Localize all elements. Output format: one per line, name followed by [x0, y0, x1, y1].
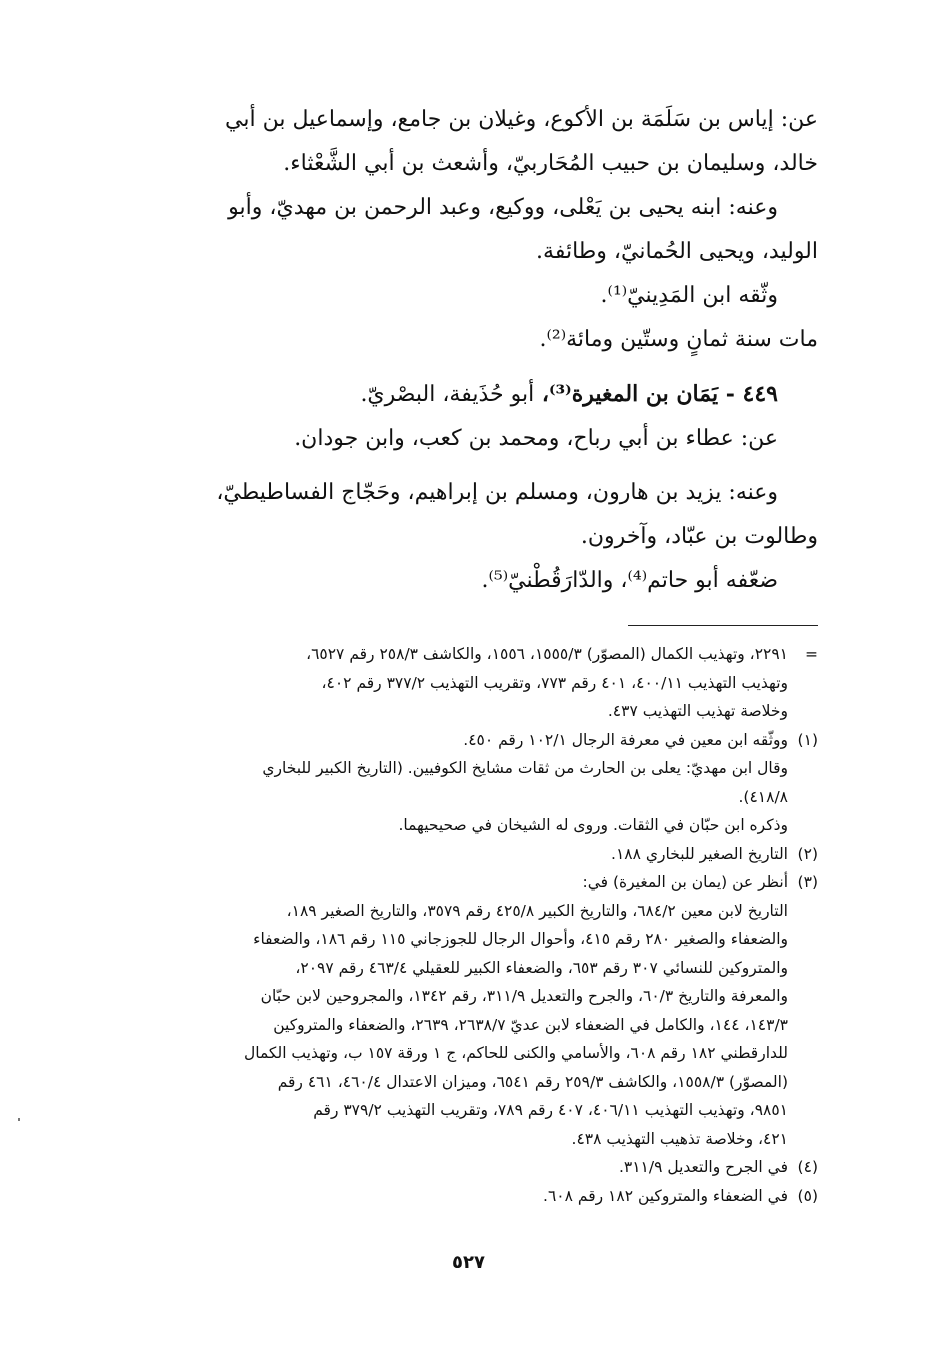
entry-heading — [118, 372, 818, 417]
footnote-line: وتهذيب التهذيب ٤٠٠/١١، ٤٠١ رقم ٧٧٣، وتقريب التهذيب ٣٧٧/٢ رقم ٤٠٢، — [321, 673, 788, 692]
scan-speck — [18, 1118, 20, 1121]
footnote-marker: = — [805, 645, 818, 663]
footnote-number: (١) — [797, 730, 818, 749]
page-content — [118, 98, 818, 1210]
entry-number: ٤٤٩ - — [725, 381, 778, 407]
footnote-separator — [628, 625, 818, 626]
footnote-line: ١٤٣/٣، ١٤٤، والكامل في الضعفاء لابن عديّ ٢٦٣٨/٧، ٢٦٣٩، والضعفاء والمتروكين — [273, 1015, 788, 1034]
paragraph-narrators-to-2 — [118, 471, 818, 559]
paragraph-tadeef: ضعّفه أبو حاتم⁽⁴⁾، والدّارَقُطْنيّ⁽⁵⁾. — [481, 568, 778, 593]
footnote-line: والمتروكين للنسائي ٣٠٧ رقم ٦٥٣، والضعفاء الكبير للعقيلي ٤٦٣/٤ رقم ٢٠٩٧، — [295, 958, 788, 977]
entry-name: يَمَان بن المغيرة⁽³⁾، — [541, 381, 719, 407]
text-line: وطالوت بن عبّاد، وآخرون. — [580, 524, 818, 549]
footnote-line: وخلاصة تهذيب التهذيب ٤٣٧. — [607, 702, 788, 720]
footnote-line: والضعفاء والصغير ٢٨٠ رقم ٤١٥، وأحوال الرجال للجوزجاني ١١٥ رقم ١٨٦، والضعفاء — [253, 930, 788, 948]
footnote-number: (٢) — [797, 844, 818, 863]
footnote-number: (٥) — [797, 1186, 818, 1205]
footnote-line: ٤٢١، وخلاصة تذهيب التهذيب ٤٣٨. — [571, 1129, 788, 1148]
paragraph-narrators-from — [118, 98, 818, 186]
paragraph-death-year: مات سنة ثمانٍ وستّين ومائة⁽²⁾. — [539, 327, 818, 352]
footnote-number: (٤) — [797, 1158, 818, 1176]
footnote-3 — [118, 868, 818, 1153]
footnotes — [118, 640, 818, 1210]
text-line: الوليد، ويحيى الحُمانيّ، وطائفة. — [536, 239, 818, 264]
text-line: وعنه: يزيد بن هارون، ومسلم بن إبراهيم، وحَجّاج الفساطيطيّ، — [216, 480, 778, 505]
footnote-line: التاريخ الصغير للبخاري ١٨٨. — [611, 844, 788, 863]
paragraph-narrators-from-2: عن: عطاء بن أبي رباح، ومحمد بن كعب، وابن جودان. — [294, 426, 778, 451]
footnote-number: (٣) — [797, 873, 818, 891]
footnote-4 — [118, 1153, 818, 1182]
page-number: ٥٢٧ — [452, 1252, 485, 1273]
paragraph-narrators-to — [118, 186, 818, 274]
main-text — [118, 98, 818, 603]
footnote-line: أنظر عن (يمان بن المغيرة) في: — [582, 873, 788, 891]
footnote-line: ووثّقه ابن معين في معرفة الرجال ١٠٢/١ رقم ٤٥٠. — [463, 730, 788, 749]
footnote-line: وقال ابن مهديّ: يعلى بن الحارث من ثقات مشايخ الكوفيين. (التاريخ الكبير للبخاري — [262, 759, 788, 777]
footnote-line: (المصوّر) ١٥٥٨/٣، والكاشف ٢٥٩/٣ رقم ٦٥٤١، وميزان الاعتدال ٤٦٠/٤، ٤٦١ رقم — [277, 1072, 788, 1091]
footnote-continued — [118, 640, 818, 726]
text-line: وعنه: ابنه يحيى بن يَعْلى، ووكيع، وعبد الرحمن بن مهديّ، وأبو — [228, 195, 778, 220]
footnote-1 — [118, 726, 818, 840]
footnote-line: والمعرفة والتاريخ ٦٠/٣، والجرح والتعديل ٣١١/٩، رقم ١٣٤٢، والمجروحين لابن حبّان — [260, 987, 788, 1005]
footnote-line: التاريخ لابن معين ٦٨٤/٢، والتاريخ الكبير ٤٢٥/٨ رقم ٣٥٧٩، والتاريخ الصغير ١٨٩، — [286, 901, 788, 920]
text-line: خالد، وسليمان بن حبيب المُحَاربيّ، وأشعث بن أبي الشَّعْثاء. — [283, 151, 818, 176]
text-line: عن: إياس بن سَلَمَة بن الأكوع، وغيلان بن جامع، وإسماعيل بن أبي — [225, 107, 818, 132]
footnote-line: ٢٢٩١، وتهذيب الكمال (المصوّر) ١٥٥٥/٣، ١٥٥٦، والكاشف ٢٥٨/٣ رقم ٦٥٢٧، — [306, 645, 788, 663]
footnote-2 — [118, 840, 818, 869]
footnote-line: في الجرح والتعديل ٣١١/٩. — [618, 1158, 788, 1176]
entry-kunya: أبو حُذَيفة، البصْريّ. — [360, 382, 535, 407]
footnote-line: وذكره ابن حبّان في الثقات. وروى له الشيخان في صحيحيهما. — [398, 816, 788, 834]
paragraph-tawthiq: وثّقه ابن المَدِينيّ⁽¹⁾. — [600, 283, 778, 308]
footnote-line: ٩٨٥١، وتهذيب التهذيب ٤٠٦/١١، ٤٠٧ رقم ٧٨٩، وتقريب التهذيب ٣٧٩/٢ رقم — [313, 1101, 788, 1119]
footnote-line: في الضعفاء والمتروكين ١٨٢ رقم ٦٠٨. — [543, 1186, 788, 1205]
footnote-line: للدارقطني ١٨٢ رقم ٦٠٨، والأسامي والكنى للحاكم، ج ١ ورقة ١٥٧ ب، وتهذيب الكمال — [243, 1044, 788, 1062]
footnote-5 — [118, 1182, 818, 1211]
footnote-line: ٤١٨/٨). — [738, 787, 788, 806]
